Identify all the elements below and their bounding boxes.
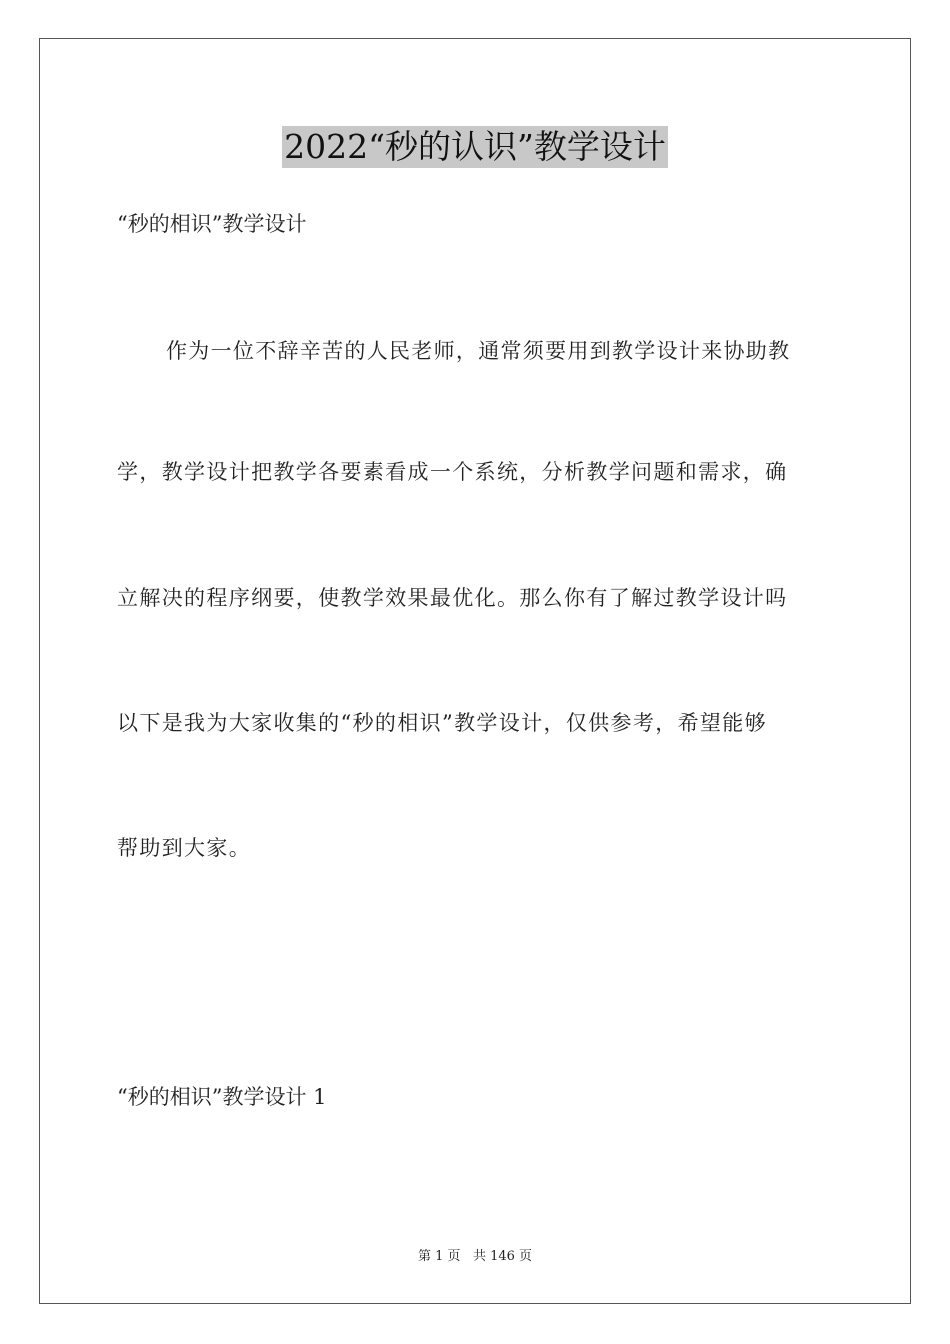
paragraph-line-3: 立解决的程序纲要，使教学效果最优化。那么你有了解过教学设计吗 bbox=[117, 586, 788, 610]
paragraph-line-5: 帮助到大家。 bbox=[117, 836, 252, 860]
document-subtitle: “秒的相识”教学设计 bbox=[117, 212, 307, 236]
paragraph-line-2: 学，教学设计把教学各要素看成一个系统，分析教学问题和需求，确 bbox=[117, 460, 788, 484]
paragraph-line-4: 以下是我为大家收集的“秒的相识”教学设计，仅供参考，希望能够 bbox=[117, 711, 767, 735]
document-title: 2022“秒的认识”教学设计 bbox=[284, 127, 666, 166]
title-container bbox=[0, 126, 950, 168]
section-heading: “秒的相识”教学设计 1 bbox=[117, 1085, 327, 1109]
page-total: 共 146 页 bbox=[472, 1249, 533, 1264]
page-footer bbox=[0, 1248, 950, 1266]
page-number: 第 1 页 bbox=[417, 1249, 461, 1264]
paragraph-line-1: 作为一位不辞辛苦的人民老师，通常须要用到教学设计来协助教 bbox=[166, 339, 791, 363]
